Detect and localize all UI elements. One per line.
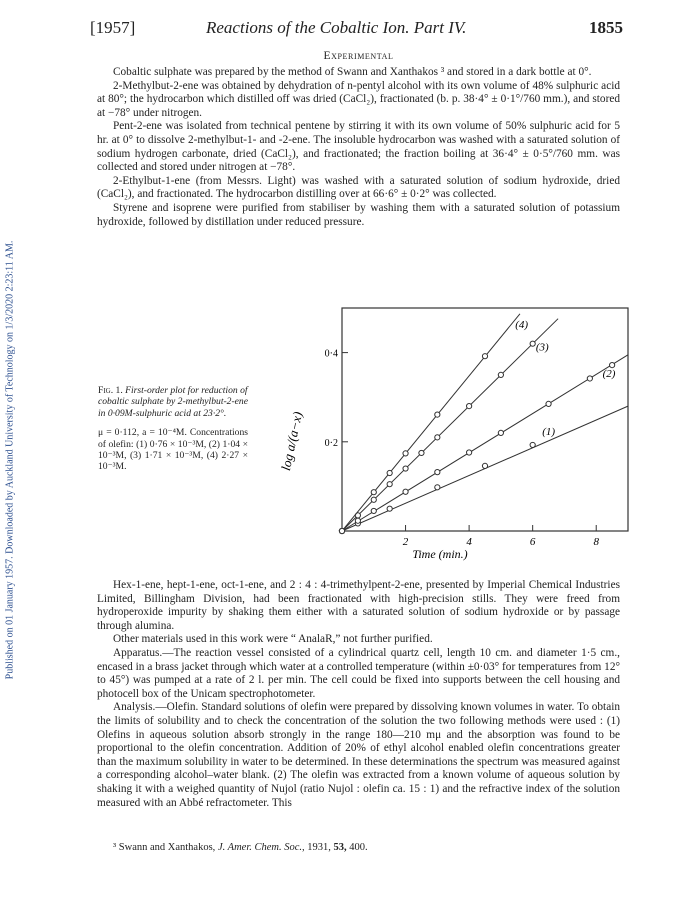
footnote-authors: Swann and Xanthakos,: [118, 842, 216, 853]
figure-details: μ = 0·112, a = 10⁻⁴M. Concentrations of olefin: (1) 0·76 × 10⁻³M, (2) 1·04 × 10⁻³M, (3) 1·71 × 10⁻³M, (4) 2·27 × 10⁻³M.: [98, 427, 248, 473]
series-label: (4): [515, 319, 529, 332]
x-tick-label: 2: [402, 536, 409, 548]
data-point: [498, 372, 503, 377]
data-point: [435, 412, 440, 417]
x-tick-label: 6: [529, 536, 536, 548]
data-point: [371, 508, 376, 513]
data-point: [435, 435, 440, 440]
data-point: [339, 528, 344, 533]
paragraph: Other materials used in this work were “ AnalaR,” not further purified.: [113, 633, 433, 646]
paragraph: Hex-1-ene, hept-1-ene, oct-1-ene, and 2 : 4 : 4-trimethylpent-2-ene, presented by Imperial Chemical Industries Limited, Billingham Division, had been fractionated with high-precision stills. They were freed from hydroperoxide impurity by shaking them either with a saturated solution of sodium hydroxide or by passage through alumina.: [97, 579, 620, 632]
data-point: [387, 482, 392, 487]
data-point: [403, 451, 408, 456]
data-point: [371, 490, 376, 495]
data-point: [419, 450, 424, 455]
paragraph: Cobaltic sulphate was prepared by the method of Swann and Xanthakos ³ and stored in a dark bottle at 0°.: [113, 66, 592, 78]
x-tick-label: 8: [593, 536, 599, 548]
footnote-marker: ³: [113, 842, 117, 853]
plot-frame: [342, 308, 628, 531]
paragraph: Analysis.—Olefin. Standard solutions of olefin were prepared by dissolving known volumes in water. To obtain the limits of solubility and to check the concentration of the solution the two following methods were used : (1) Olefins in aqueous solution absorb strongly in the range 180—210 mμ and the absorption was found to be proportional to the olefin concentration. Addition of 20% of ethyl alcohol enabled olefin concentrations greater than the maximum solubility in water to be determined. In these determinations the spectrum was measured against a corresponding alcohol–water blank. (2) The olefin was extracted from a known volume of aqueous solution by shaking it with a weighed quantity of Nujol (ratio Nujol : olefin ca. 15 : 1) and the refractive index of the solution measured with an Abbé refractometer. This: [97, 701, 620, 809]
y-axis-label: log a/(a−x): [278, 410, 306, 472]
data-point: [435, 485, 440, 490]
data-point: [482, 354, 487, 359]
x-axis-label: Time (min.): [412, 547, 468, 561]
figure-title: First-order plot for reduction of cobaltic sulphate by 2-methylbut-2-ene in 0·09M-sulphuric acid at 23·2°.: [98, 385, 248, 419]
data-point: [587, 376, 592, 381]
data-point: [530, 341, 535, 346]
data-point: [482, 463, 487, 468]
footnote-volume: 53,: [333, 842, 347, 853]
figure-1: [270, 304, 630, 569]
data-point: [498, 430, 503, 435]
body-text-bottom: [97, 579, 620, 810]
section-heading: Experimental: [323, 50, 394, 62]
series-line: [342, 314, 520, 531]
data-point: [371, 497, 376, 502]
header-year: [1957]: [90, 18, 136, 37]
data-point: [530, 442, 535, 447]
y-tick-label: 0·2: [324, 437, 338, 449]
paragraph: 2-Ethylbut-1-ene (from Messrs. Light) was washed with a saturated solution of sodium hydroxide, dried (CaCl₂), and fractionated. The hydrocarbon distilling over at 66·6° ± 0·2° was collected.: [97, 174, 620, 201]
y-tick-label: 0·4: [324, 348, 338, 360]
data-point: [467, 404, 472, 409]
data-point: [610, 362, 615, 367]
header-running-title: Reactions of the Cobaltic Ion. Part IV.: [206, 18, 467, 37]
page-header: [90, 18, 623, 40]
data-point: [403, 466, 408, 471]
data-point: [387, 470, 392, 475]
data-point: [435, 470, 440, 475]
figure-label: Fig. 1.: [98, 385, 123, 396]
footnote-journal: J. Amer. Chem. Soc.,: [217, 842, 305, 853]
series-label: (2): [602, 368, 616, 381]
paragraph: Styrene and isoprene were purified from stabiliser by washing them with a saturated solution of potassium hydroxide, followed by distillation under reduced pressure.: [97, 201, 620, 228]
paragraph: 2-Methylbut-2-ene was obtained by dehydration of n-pentyl alcohol with its own volume of 48% sulphuric acid at 80°; the hydrocarbon which distilled off was dried (CaCl₂), fractionated (b. p. 38·4° ± 0·1°/760 mm.), and stored at −78° under nitrogen.: [97, 79, 620, 119]
x-tick-label: 4: [466, 536, 472, 548]
footnote-year: 1931,: [307, 842, 331, 853]
data-point: [546, 401, 551, 406]
figure-caption: [98, 385, 248, 473]
data-point: [467, 450, 472, 455]
paragraph: Apparatus.—The reaction vessel consisted of a cylindrical quartz cell, length 10 cm. and diameter 1·5 cm., encased in a brass jacket through which water at a controlled temperature (within ±0·03° for temperatures from 12° to 45°) was pumped at a rate of 2 l. per min. The cell could be fixed into supports between the cell housing and photocell box of the Unicam spectrophotometer.: [97, 646, 620, 700]
publication-sidebar-note: [2, 110, 18, 810]
body-text-top: [97, 66, 620, 229]
series-line: [342, 355, 628, 531]
series-label: (1): [542, 426, 556, 439]
footnote: [113, 842, 613, 853]
data-point: [355, 518, 360, 523]
data-point: [403, 489, 408, 494]
header-page-number: 1855: [589, 18, 623, 37]
paragraph: Pent-2-ene was isolated from technical pentene by stirring it with its own volume of 50% sulphuric acid for 5 hr. at 0° to dissolve 2-methylbut-1- and -2-ene. The insoluble hydrocarbon was washed with a saturated solution of sodium hydrogen carbonate, dried (CaCl₂), and fractionated; the fraction boiling at 36·4° ± 0·5°/760 mm. was collected and stored under nitrogen at −78°.: [97, 120, 620, 174]
first-order-plot: [270, 304, 630, 569]
series-label: (3): [535, 341, 549, 354]
sidebar-note-text: Published on 01 January 1957. Downloaded by Auckland University of Technology on 1/3/2020 2:23:11 AM.: [4, 240, 16, 680]
footnote-page: 400.: [349, 842, 368, 853]
data-point: [387, 506, 392, 511]
